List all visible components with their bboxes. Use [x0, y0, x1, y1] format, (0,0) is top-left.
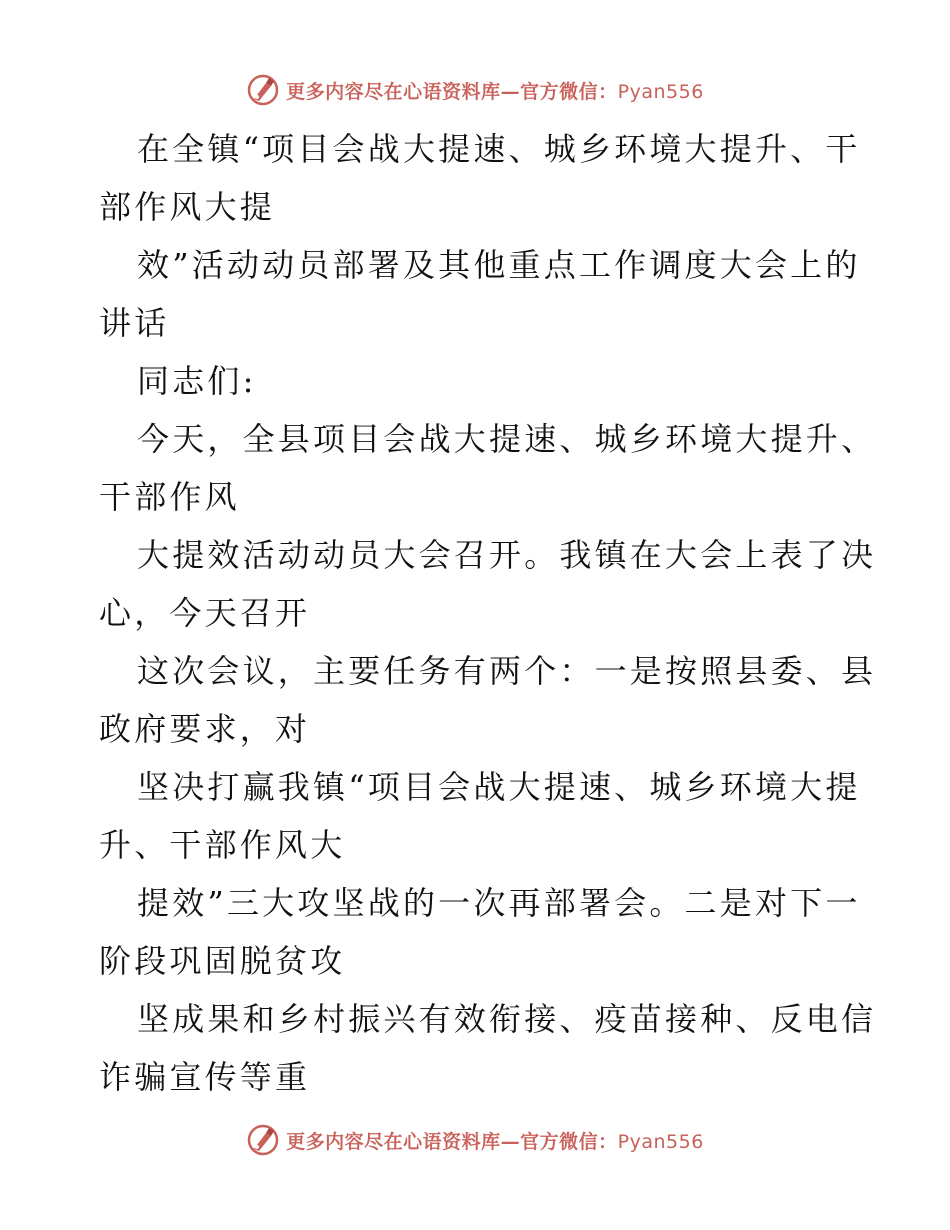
text-line: 效”活动动员部署及其他重点工作调度大会上的 [137, 246, 861, 284]
text-line: 大提效活动动员大会召开。我镇在大会上表了决 [137, 536, 877, 574]
text-line: 政府要求，对 [99, 710, 311, 748]
text-line: 坚决打赢我镇“项目会战大提速、城乡环境大提 [137, 768, 861, 806]
text-line: 阶段巩固脱贫攻 [99, 942, 346, 980]
text-line: 心，今天召开 [99, 594, 311, 632]
body-paragraph [99, 990, 877, 1106]
body-paragraph [99, 874, 859, 990]
text-line: 讲话 [99, 304, 170, 342]
text-line: 这次会议，主要任务有两个：一是按照县委、县 [137, 652, 877, 690]
text-line: 升、干部作风大 [99, 826, 346, 864]
body-paragraph [99, 758, 859, 874]
body-paragraph [99, 642, 877, 758]
body-paragraph [99, 410, 877, 526]
title-paragraph [99, 236, 859, 352]
text-line: 同志们: [137, 362, 257, 400]
text-line: 在全镇“项目会战大提速、城乡环境大提升、干 [137, 130, 861, 168]
body-paragraph [99, 526, 877, 642]
pen-logo-icon [246, 1123, 280, 1157]
watermark-text: 更多内容尽在心语资料库—官方微信：Pyan556 [286, 1130, 704, 1153]
document-body [99, 120, 877, 1106]
text-line: 部作风大提 [99, 188, 276, 226]
title-paragraph [99, 120, 859, 236]
footer-watermark [0, 1120, 950, 1160]
watermark-text: 更多内容尽在心语资料库—官方微信：Pyan556 [286, 80, 704, 103]
text-line: 诈骗宣传等重 [99, 1058, 311, 1096]
salutation [99, 352, 859, 410]
text-line: 坚成果和乡村振兴有效衔接、疫苗接种、反电信 [137, 1000, 877, 1038]
text-line: 今天，全县项目会战大提速、城乡环境大提升、 [137, 420, 877, 458]
text-line: 干部作风 [99, 478, 240, 516]
header-watermark [0, 70, 950, 110]
text-line: 提效”三大攻坚战的一次再部署会。二是对下一 [137, 884, 861, 922]
pen-logo-icon [246, 73, 280, 107]
